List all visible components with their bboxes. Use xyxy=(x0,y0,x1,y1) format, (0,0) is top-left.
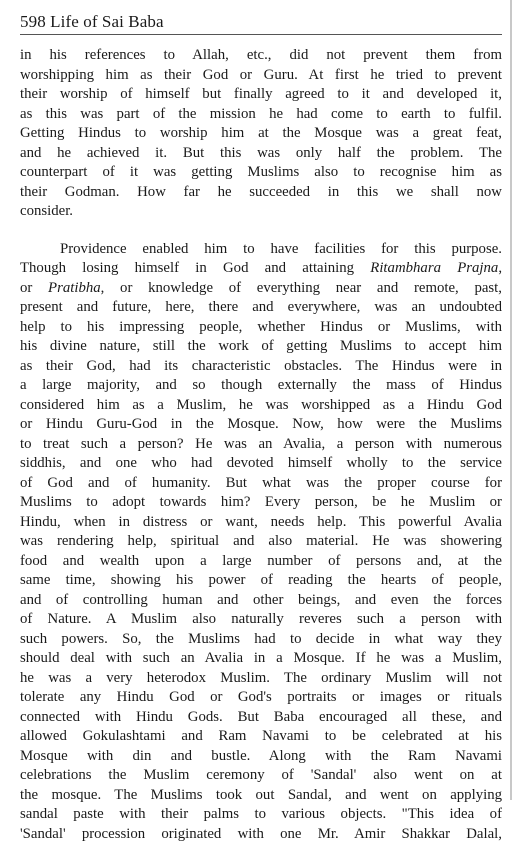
text-line: tolerate any Hindu God or God's portraits or images or rituals xyxy=(20,688,502,708)
text-line: in his references to Allah, etc., did not prevent them from xyxy=(20,46,502,66)
text-line: celebrations the Muslim ceremony of 'Sandal' also went on at xyxy=(20,766,502,786)
text-line: of Nature. A Muslim also naturally reveres such a person with xyxy=(20,610,502,630)
text-line: or Hindu Guru-God in the Mosque. Now, how were the Muslims xyxy=(20,415,502,435)
text-run: or xyxy=(20,280,48,296)
text-line: worshipping him as their God or Guru. At first he tried to prevent xyxy=(20,66,502,86)
text-line: their worship of himself but finally agreed to it and developed it, xyxy=(20,85,502,105)
text-line: counterpart of it was getting Muslims also to recognise him as xyxy=(20,163,502,183)
text-line: Getting Hindus to worship him at the Mosque was a great feat, xyxy=(20,124,502,144)
text-line: as their God, had its characteristic obstacles. The Hindus were in xyxy=(20,357,502,377)
text-line: 'Sandal' procession originated with one Mr. Amir Shakkar Dalal, xyxy=(20,825,502,844)
text-line: and he achieved it. But this was only half the problem. The xyxy=(20,144,502,164)
text-line: allowed Gokulashtami and Ram Navami to be celebrated at his xyxy=(20,727,502,747)
text-line: was rendering help, spiritual and also material. He was showering xyxy=(20,532,502,552)
text-line: he was a very heterodox Muslim. The ordinary Muslim will not xyxy=(20,669,502,689)
text-line: Hindu, when in distress or want, needs help. This powerful Avalia xyxy=(20,513,502,533)
text-run: Though losing himself in God and attaining xyxy=(20,260,370,276)
body-text xyxy=(20,46,502,844)
text-line: to treat such a person? He was an Avalia, a person with numerous xyxy=(20,435,502,455)
text-line: connected with Hindu Gods. But Baba encouraged all these, and xyxy=(20,708,502,728)
text-line xyxy=(20,259,502,279)
text-run: , or knowledge of everything near and remote, past, xyxy=(101,280,502,296)
text-line: siddhis, and one who had devoted himself wholly to the service xyxy=(20,454,502,474)
text-line: same time, showing his power of reading the hearts of people, xyxy=(20,571,502,591)
text-line: considered him as a Muslim, he was worshipped as a Hindu God xyxy=(20,396,502,416)
text-line: their Godman. How far he succeeded in this we shall now xyxy=(20,183,502,203)
page-edge xyxy=(510,0,512,800)
text-line: Providence enabled him to have facilities for this purpose. xyxy=(20,240,502,260)
text-line: such powers. So, the Muslims had to decide in what way they xyxy=(20,630,502,650)
text-line: Mosque with din and bustle. Along with the Ram Navami xyxy=(20,747,502,767)
paragraph-1 xyxy=(20,46,502,222)
text-line: consider. xyxy=(20,202,502,222)
text-line: present and future, here, there and everywhere, was an undoubted xyxy=(20,298,502,318)
text-line: as this was part of the mission he had come to earth to fulfil. xyxy=(20,105,502,125)
italic-term: Ritambhara Prajna xyxy=(370,260,498,276)
paragraph-2 xyxy=(20,240,502,844)
text-line xyxy=(20,279,502,299)
header-rule xyxy=(20,34,502,35)
text-line: a large majority, and so though externally the mass of Hindus xyxy=(20,376,502,396)
text-line: help to his impressing people, whether Hindus or Muslims, with xyxy=(20,318,502,338)
italic-term: Pratibha xyxy=(48,280,101,296)
text-line: of God and of humanity. But what was the proper course for xyxy=(20,474,502,494)
text-line: and of controlling human and other beings, and even the forces xyxy=(20,591,502,611)
page-header: 598 Life of Sai Baba xyxy=(20,12,164,32)
text-line: sandal paste with their palms to various objects. "This idea of xyxy=(20,805,502,825)
text-line: food and wealth upon a large number of persons and, at the xyxy=(20,552,502,572)
text-line: should deal with such an Avalia in a Mosque. If he was a Muslim, xyxy=(20,649,502,669)
text-line: Muslims to adopt towards him? Every person, be he Muslim or xyxy=(20,493,502,513)
text-run: , xyxy=(498,260,502,276)
text-line: the mosque. The Muslims took out Sandal, and went on applying xyxy=(20,786,502,806)
text-line: his divine nature, still the work of getting Muslims to accept him xyxy=(20,337,502,357)
